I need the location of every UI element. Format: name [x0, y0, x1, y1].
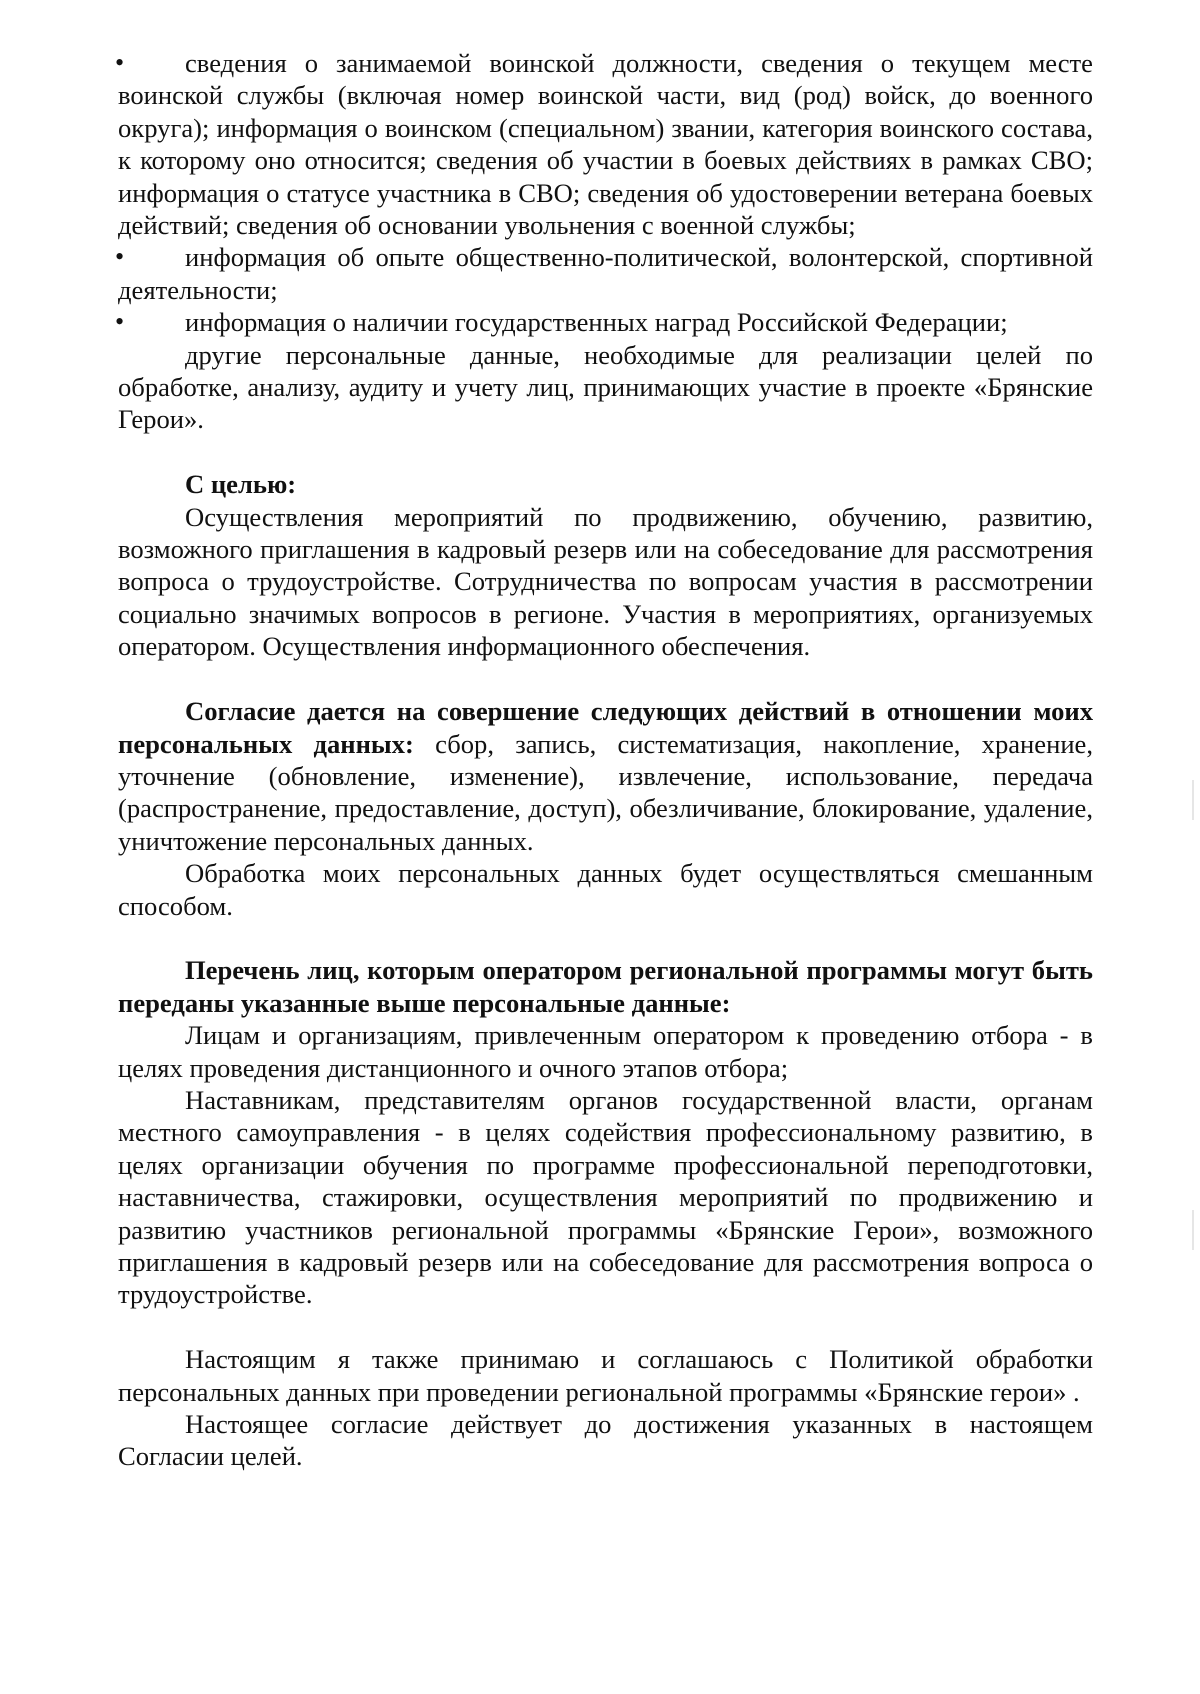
- bullet-text: информация о наличии государственных наград Российской Федерации;: [185, 307, 1008, 338]
- processing-paragraph: Обработка моих персональных данных будет осуществляться смешанным способом.: [118, 858, 1093, 921]
- validity-paragraph: Настоящее согласие действует до достижения указанных в настоящем Согласии целей.: [118, 1409, 1093, 1472]
- recipients-item-1: Лицам и организациям, привлеченным оператором к проведению отбора - в целях проведения дистанционного и очного этапов отбора;: [118, 1020, 1093, 1083]
- actions-paragraph: [118, 695, 1093, 857]
- purpose-heading-text: С целью:: [185, 469, 297, 500]
- purpose-paragraph: Осуществления мероприятий по продвижению, обучению, развитию, возможного приглашения в кадровый резерв или на собеседование для рассмотрения вопроса о трудоустройстве. Сотрудничества по вопросам участия в рассмотрении социально значимых вопросов в регионе. Участия в мероприятиях, организуемых оператором. Осуществления информационного обеспечения.: [118, 501, 1093, 662]
- policy-paragraph: Настоящим я также принимаю и соглашаюсь с Политикой обработки персональных данных при проведении региональной программы «Брянские герои» .: [118, 1344, 1093, 1407]
- scan-mark: [1192, 1210, 1194, 1250]
- recipients-item-2: Наставникам, представителям органов государственной власти, органам местного самоуправления - в целях содействия профессиональному развитию, в целях организации обучения по программе профессиональной переподготовки, наставничества, стажировки, осуществления мероприятий по продвижению и развитию участников региональной программы «Брянские Герои», возможного приглашения в кадровый резерв или на собеседование для рассмотрения вопроса о трудоустройстве.: [118, 1084, 1093, 1310]
- document-body: [115, 47, 1093, 1473]
- bullet-item-military: [115, 47, 1093, 241]
- recipients-heading-text: Перечень лиц, которым оператором региональной программы могут быть переданы указанные выше персональные данные:: [118, 955, 1093, 1018]
- recipients-heading: [118, 954, 1093, 1019]
- bullet-item-activity: [115, 241, 1093, 306]
- bullet-icon: •: [115, 242, 125, 272]
- purpose-heading: [118, 468, 1093, 500]
- bullet-text: сведения о занимаемой воинской должности, сведения о текущем месте воинской службы (включая номер воинской части, вид (род) войск, до военного округа); информация о воинском (специальном) звании, категория воинского состава, к которому оно относится; сведения об участии в боевых действиях в рамках СВО; информация о статусе участника в СВО; сведения об удостоверении ветерана боевых действий; сведения об основании увольнения с военной службы;: [118, 48, 1093, 241]
- bullet-item-awards: [115, 306, 1093, 338]
- bullet-text: информация об опыте общественно-политической, волонтерской, спортивной деятельности;: [118, 242, 1093, 305]
- actions-heading: Согласие дается на совершение следующих действий в отношении моих персональных данных:: [118, 696, 1093, 759]
- bullet-icon: •: [115, 307, 125, 337]
- actions-text: сбор, запись, систематизация, накопление, хранение, уточнение (обновление, изменение), извлечение, использование, передача (распространение, предоставление, доступ), обезличивание, блокирование, удаление, уничтожение персональных данных.: [118, 728, 1093, 856]
- bullet-icon: •: [115, 48, 125, 77]
- scan-mark: [1192, 780, 1194, 820]
- other-data-paragraph: другие персональные данные, необходимые для реализации целей по обработке, анализу, аудиту и учету лиц, принимающих участие в проекте «Брянские Герои».: [118, 339, 1093, 435]
